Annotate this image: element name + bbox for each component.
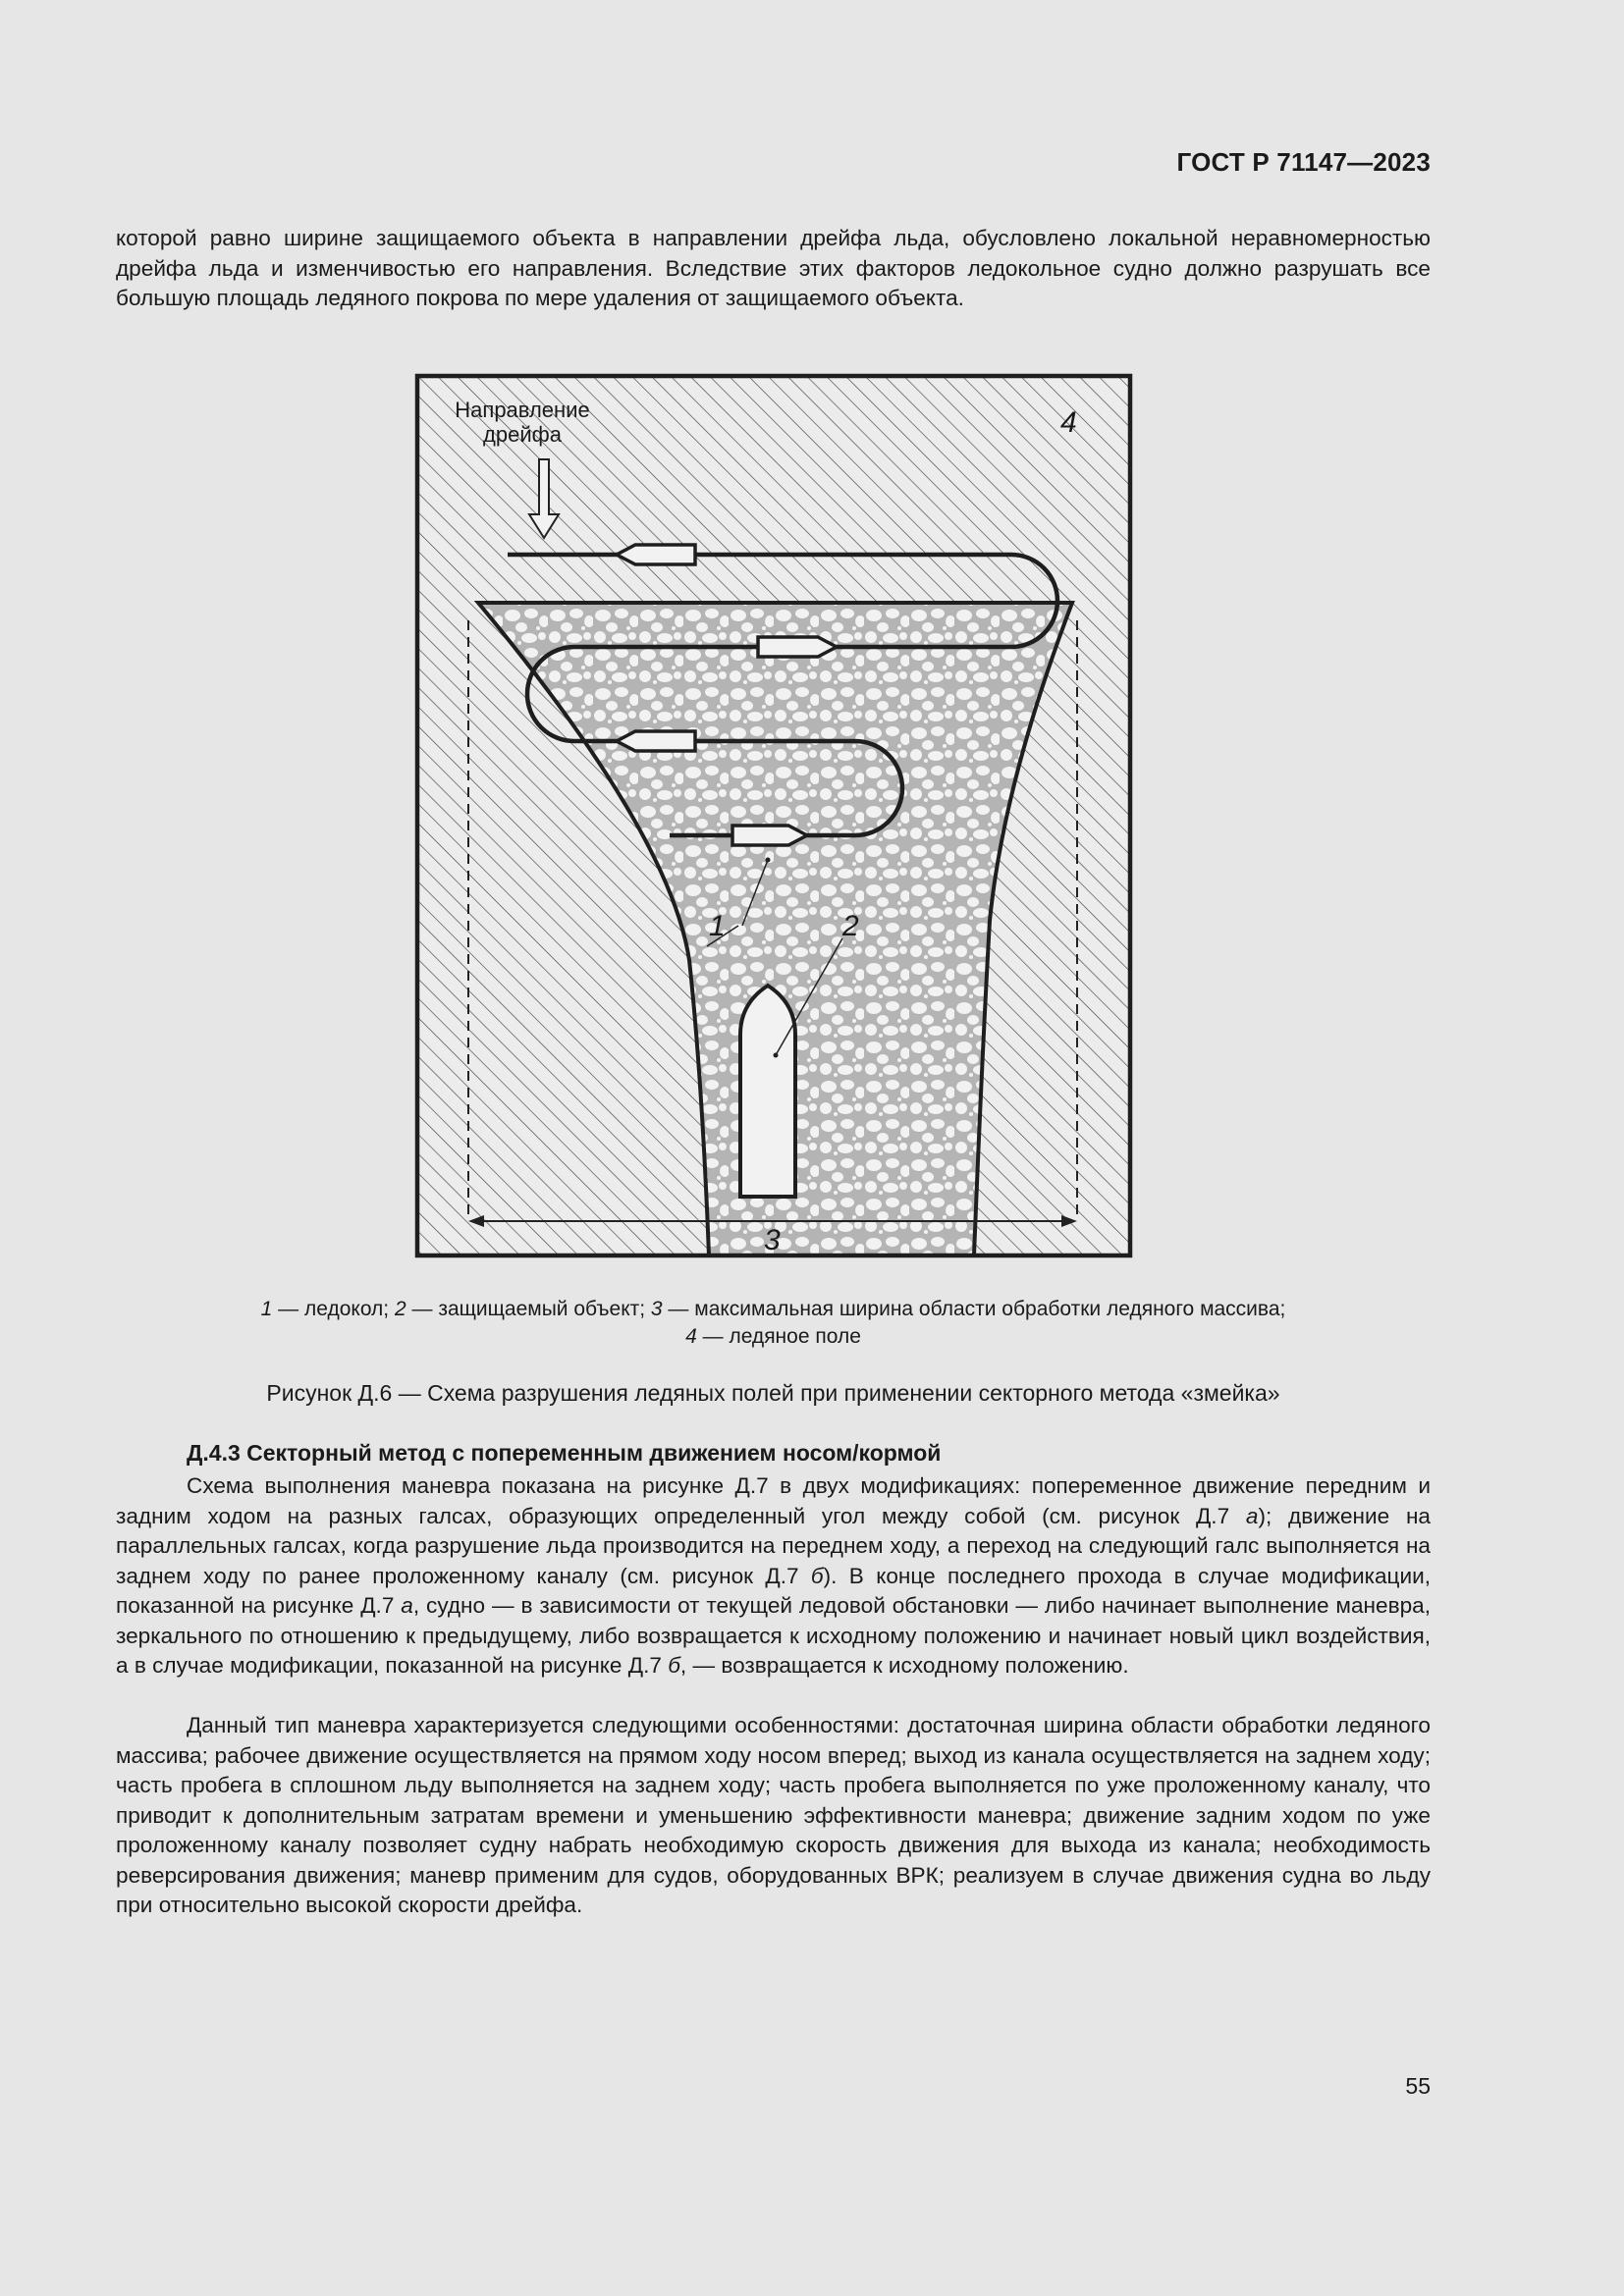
figure-legend	[116, 1296, 1431, 1351]
ship-2	[758, 637, 837, 657]
drift-label-line1: Направление	[455, 398, 590, 422]
p1-part-1: Схема выполнения маневра показана на рисунке Д.7 в двух модификациях: попеременное движение передним и задним ходом на разных галсах, образующих определенный угол между собой (см. рисунок Д.7	[116, 1473, 1431, 1528]
legend-num-4: 4	[685, 1325, 697, 1348]
legend-line-2	[116, 1323, 1431, 1351]
p1-italic-3: а	[401, 1593, 413, 1618]
ship-icebreaker	[732, 826, 807, 845]
legend-text-4: — ледяное поле	[696, 1325, 861, 1348]
leader-dot-2	[774, 1053, 779, 1058]
drift-label-line2: дрейфа	[483, 422, 562, 447]
legend-num-1: 1	[260, 1298, 273, 1320]
legend-line-1	[116, 1296, 1431, 1323]
legend-text-3: — максимальная ширина области обработки ледяного массива;	[662, 1298, 1286, 1320]
section-heading: Д.4.3 Секторный метод с попеременным движением носом/кормой	[187, 1440, 942, 1466]
figure-d6-diagram	[412, 371, 1135, 1260]
legend-text-1: — ледокол;	[272, 1298, 395, 1320]
label-1: 1	[709, 910, 726, 942]
standard-code: ГОСТ Р 71147—2023	[1176, 147, 1431, 177]
figure-d6	[412, 371, 1135, 1260]
page-number: 55	[1405, 2073, 1431, 2099]
ship-1	[617, 545, 695, 564]
intro-paragraph: которой равно ширине защищаемого объекта в направлении дрейфа льда, обусловлено локальной неравномерностью дрейфа льда и изменчивостью его направления. Вследствие этих факторов ледокольное судно должно разрушать все большую площадь ледяного покрова по мере удаления от защищаемого объекта.	[116, 226, 1431, 310]
legend-num-2: 2	[394, 1298, 406, 1320]
legend-num-3: 3	[650, 1298, 663, 1320]
p1-italic-2: б	[810, 1563, 824, 1588]
section-paragraph-1	[116, 1471, 1431, 1682]
p1-part-5: , — возвращается к исходному положению.	[679, 1653, 1129, 1678]
section-paragraph-2: Данный тип маневра характеризуется следующими особенностями: достаточная ширина области обработки ледяного массива; рабочее движение осуществляется на прямом ходу носом вперед; выход из канала осуществляется на заднем ходу; часть пробега в сплошном льду выполняется на заднем ходу; часть пробега выполняется по уже проложенному каналу, что приводит к дополнительным затратам времени и уменьшению эффективности маневра; движение задним ходом по уже проложенному каналу позволяет судну набрать необходимую скорость движения для выхода из канала; необходимость реверсирования движения; маневр применим для судов, оборудованных ВРК; реализуем в случае движения судна во льду при относительно высокой скорости дрейфа.	[116, 1713, 1431, 1917]
p1-part-2: ); движение на параллельных галсах, когда разрушение льда производится на переднем ходу, а переход на следующий галс выполняется на заднем ходу по ранее проложенному каналу (см. рисунок Д.7	[116, 1503, 1431, 1588]
ship-3	[617, 731, 695, 751]
p1-part-4: , судно — в зависимости от текущей ледовой обстановки — либо начинает выполнение маневра, зеркального по отношению к предыдущему, либо возвращается к исходному положению и начинает новый цикл воздействия, а в случае модификации, показанной на рисунке Д.7	[116, 1593, 1431, 1678]
legend-text-2: — защищаемый объект;	[406, 1298, 651, 1320]
protected-object	[740, 986, 795, 1197]
label-4: 4	[1060, 406, 1077, 439]
p1-italic-4: б	[668, 1653, 680, 1678]
label-3: 3	[764, 1224, 781, 1256]
figure-caption: Рисунок Д.6 — Схема разрушения ледяных полей при применении секторного метода «змейка»	[266, 1380, 1280, 1406]
label-2: 2	[842, 910, 859, 942]
leader-dot-1	[766, 858, 771, 863]
p1-italic-1: а	[1245, 1503, 1259, 1528]
p1-part-3: ). В конце последнего прохода в случае модификации, показанной на рисунке Д.7	[116, 1563, 1432, 1618]
